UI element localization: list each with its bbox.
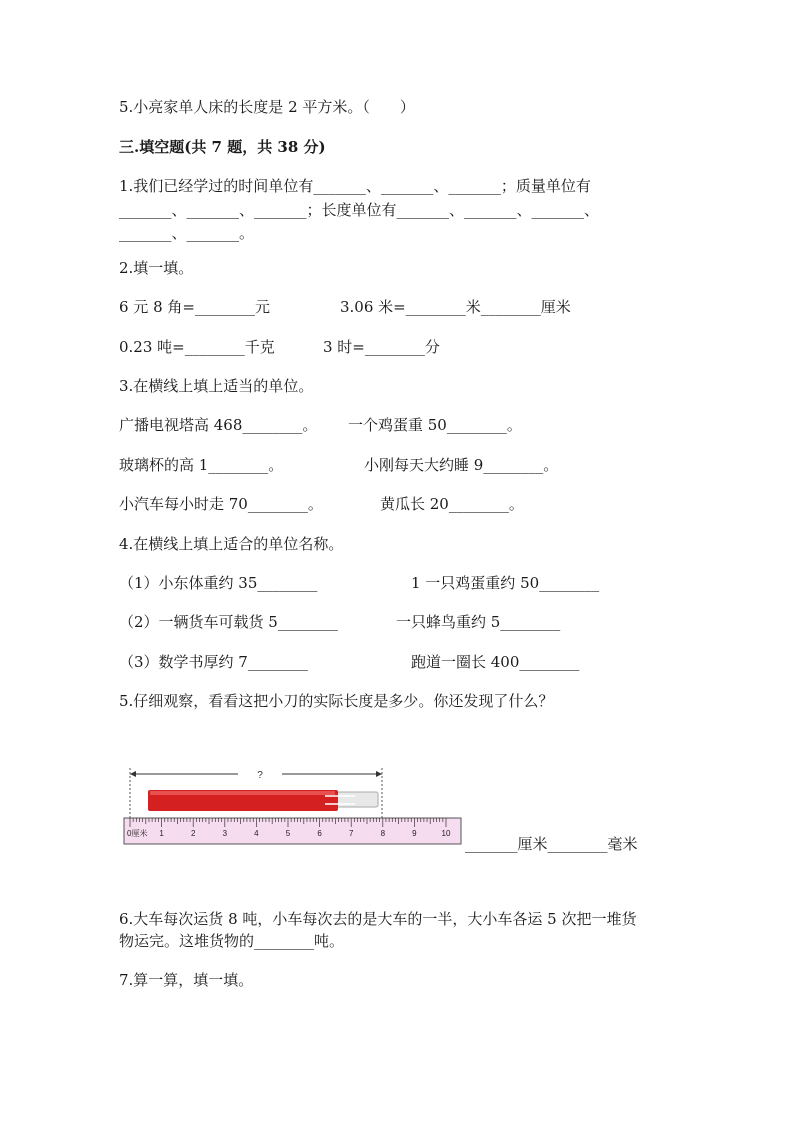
q1-line3: _______、_______。 <box>119 224 255 242</box>
q4-a: （1）小东体重约 35________ <box>119 574 318 592</box>
q6-line2: 物运完。这堆货物的________吨。 <box>119 932 345 950</box>
q3-b: 一个鸡蛋重 50________。 <box>348 416 522 434</box>
ruler-number: 9 <box>412 829 417 838</box>
question-mark: ? <box>257 770 263 781</box>
ruler-number: 7 <box>348 829 354 838</box>
ruler-number: 4 <box>254 829 259 838</box>
q3-a: 广播电视塔高 468________。 <box>119 416 318 434</box>
ruler-number: 10 <box>441 829 451 838</box>
q3-f: 黄瓜长 20________。 <box>380 495 524 513</box>
q7-title: 7.算一算，填一填。 <box>119 971 254 989</box>
q4-c: （2）一辆货车可载货 5________ <box>119 613 338 631</box>
q5-answer-tail: _______厘米________毫米 <box>465 835 638 853</box>
q4-title: 4.在横线上填上适合的单位名称。 <box>119 535 344 553</box>
ruler-number: 5 <box>285 829 291 838</box>
q3-d: 小刚每天大约睡 9________。 <box>364 456 559 474</box>
knife-ruler-figure <box>120 760 465 855</box>
q1-line1: 1.我们已经学过的时间单位有_______、_______、_______；质量单位有 <box>119 177 591 195</box>
q2-title: 2.填一填。 <box>119 259 194 277</box>
q3-c: 玻璃杯的高 1________。 <box>119 456 284 474</box>
q6-line1: 6.大车每次运货 8 吨，小车每次去的是大车的一半，大小车各运 5 次把一堆货 <box>119 910 637 928</box>
knife-ruler-svg <box>120 760 465 855</box>
ruler-unit-label: 0厘米 <box>127 829 148 838</box>
ruler-number: 8 <box>380 829 386 838</box>
q4-f: 跑道一圈长 400________ <box>411 653 580 671</box>
q1-line2: _______、_______、_______；长度单位有_______、_______、_______、 <box>119 201 600 219</box>
q2-d: 3 时=________分 <box>323 338 440 356</box>
q2-a: 6 元 8 角=________元 <box>119 298 270 316</box>
arrow-right-icon <box>376 771 382 777</box>
q5-judge: 5.小亮家单人床的长度是 2 平方米。（ ） <box>119 98 415 116</box>
ruler-number: 6 <box>317 829 322 838</box>
ruler-number: 1 <box>159 829 164 838</box>
q2-c: 0.23 吨=________千克 <box>119 338 275 356</box>
q4-b: 1 一只鸡蛋重约 50________ <box>411 574 600 592</box>
q2-b: 3.06 米=________米________厘米 <box>340 298 571 316</box>
ruler-number: 2 <box>190 829 196 838</box>
arrow-left-icon <box>130 771 136 777</box>
knife-highlight <box>150 791 335 795</box>
q3-title: 3.在横线上填上适当的单位。 <box>119 377 314 395</box>
ruler-number: 3 <box>222 829 228 838</box>
q4-e: （3）数学书厚约 7________ <box>119 653 308 671</box>
q4-d: 一只蜂鸟重约 5________ <box>396 613 561 631</box>
q3-e: 小汽车每小时走 70________。 <box>119 495 323 513</box>
q5-title: 5.仔细观察，看看这把小刀的实际长度是多少。你还发现了什么？ <box>119 692 554 710</box>
section-title: 三.填空题(共 7 题，共 38 分) <box>119 138 326 156</box>
